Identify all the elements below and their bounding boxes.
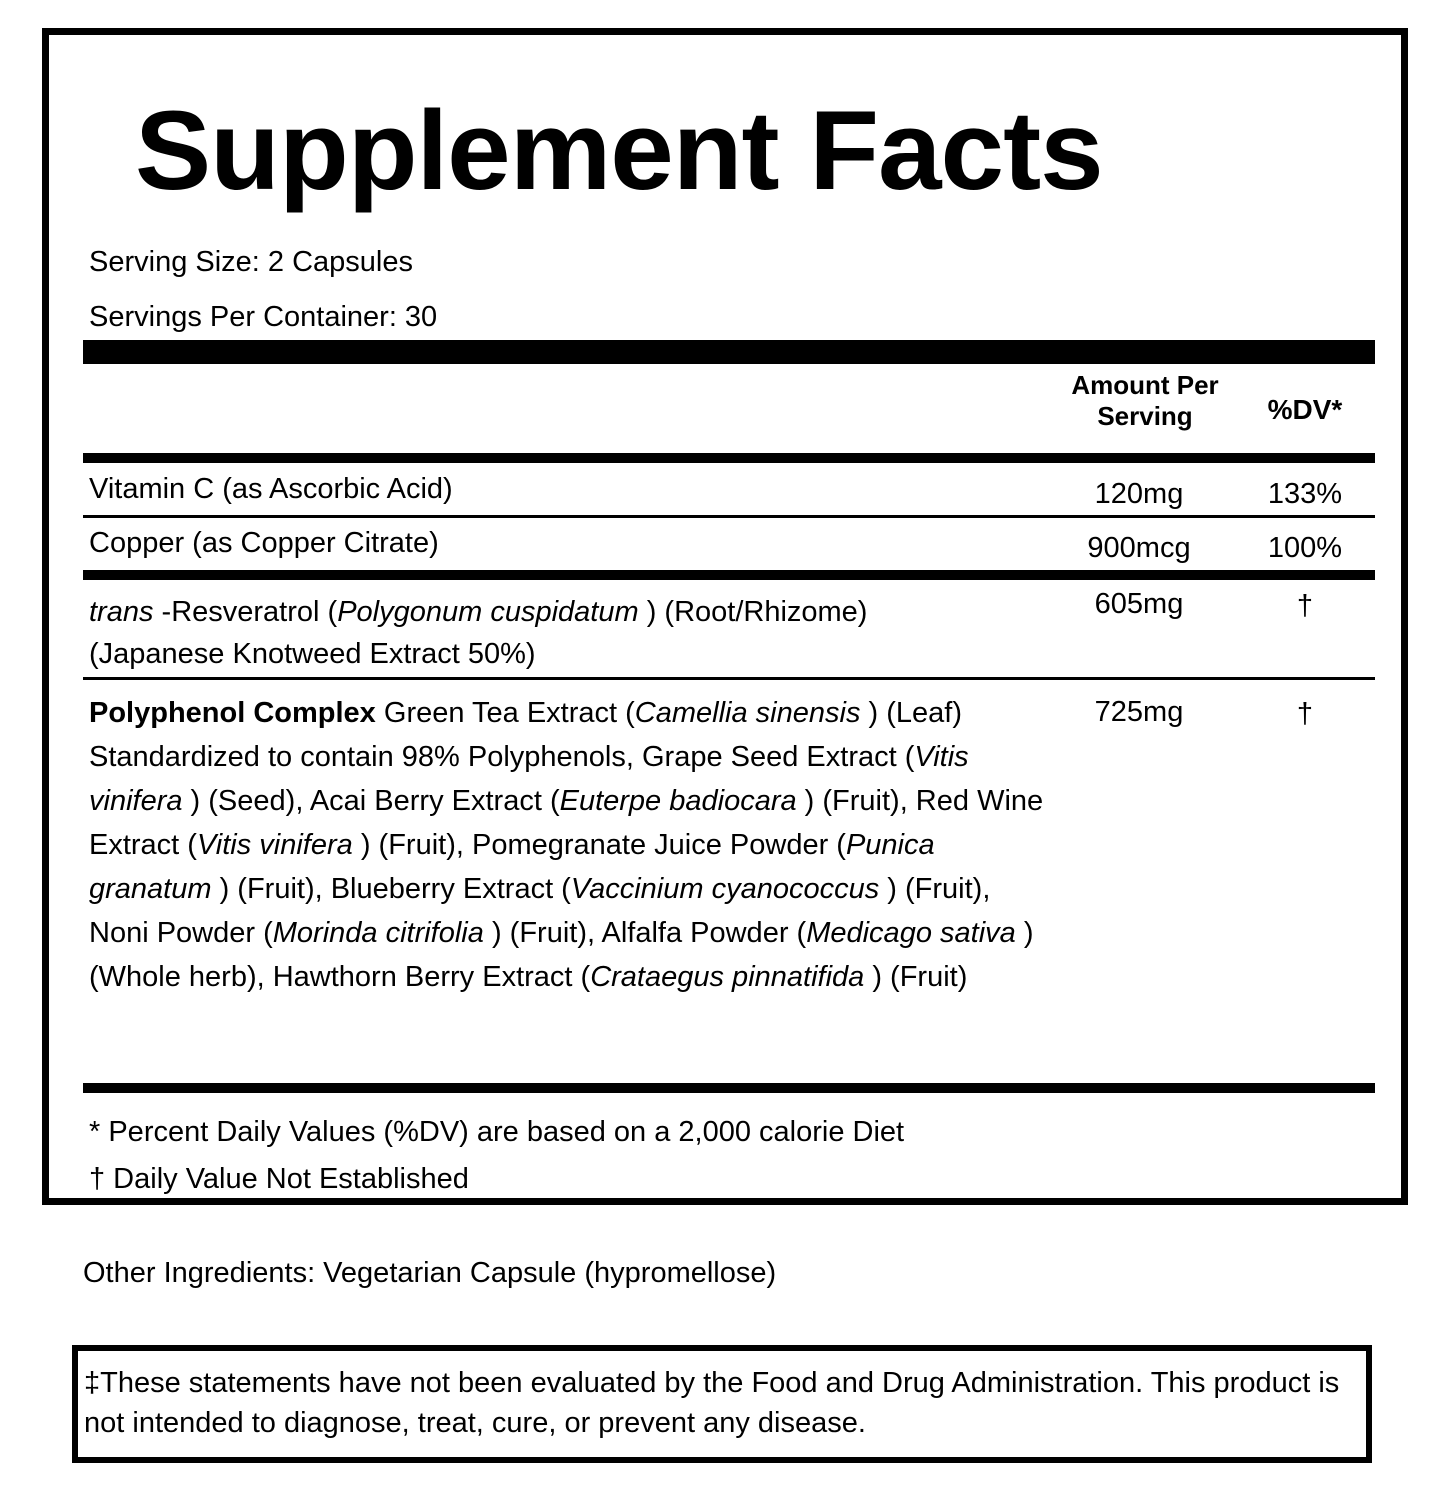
ingredient-text: ) (Seed), Acai Berry Extract ( xyxy=(182,785,560,817)
latin-name: Vaccinium cyanococcus xyxy=(570,873,880,905)
resveratrol-name-part1: -Resveratrol ( xyxy=(153,596,338,628)
serving-size: Serving Size: 2 Capsules xyxy=(89,246,413,278)
nutrient-dv-polyphenol: † xyxy=(1296,698,1314,730)
nutrient-amount-vitamin-c: 120mg xyxy=(1094,478,1184,510)
nutrient-dv-resveratrol: † xyxy=(1296,590,1314,622)
header-amount-line1: Amount Per xyxy=(1071,370,1219,400)
nutrient-dv-copper: 100% xyxy=(1267,532,1343,564)
other-ingredients: Other Ingredients: Vegetarian Capsule (hypromellose) xyxy=(83,1257,777,1289)
ingredient-text: ) (Fruit), Red Wine Extract ( xyxy=(89,785,1044,861)
resveratrol-prefix: trans xyxy=(89,596,154,628)
ingredient-text: ) (Leaf) Standardized to contain 98% Polyphenols, Grape Seed Extract ( xyxy=(89,697,962,773)
nutrient-name-polyphenol-complex xyxy=(89,691,1049,999)
polyphenol-complex-label: Polyphenol Complex xyxy=(89,697,376,729)
thick-divider-top xyxy=(83,340,1375,364)
nutrient-name-vitamin-c: Vitamin C (as Ascorbic Acid) xyxy=(89,473,453,505)
header-amount-per-serving xyxy=(1045,370,1245,432)
row-divider xyxy=(83,515,1375,518)
servings-per-container: Servings Per Container: 30 xyxy=(89,301,438,333)
nutrient-amount-polyphenol: 725mg xyxy=(1094,696,1184,728)
ingredient-text: ) (Whole herb), Hawthorn Berry Extract ( xyxy=(89,917,1034,993)
latin-name: Punica granatum xyxy=(89,829,935,905)
nutrient-dv-vitamin-c: 133% xyxy=(1267,478,1343,510)
ingredient-text: ) (Fruit), Noni Powder ( xyxy=(89,873,991,949)
nutrient-amount-copper: 900mcg xyxy=(1087,532,1191,564)
panel-title: Supplement Facts xyxy=(135,88,1103,213)
header-dv: %DV* xyxy=(1267,394,1343,425)
latin-name: Crataegus pinnatifida xyxy=(590,961,865,993)
ingredient-text: Green Tea Extract ( xyxy=(375,697,635,729)
latin-name: Morinda citrifolia xyxy=(272,917,484,949)
ingredient-text: ) (Fruit), Alfalfa Powder ( xyxy=(483,917,807,949)
polyphenol-ingredients-list xyxy=(89,697,1043,993)
fda-disclaimer-text: ‡These statements have not been evaluated by the Food and Drug Administration. This product is not intended to diagnose, treat, cure, or prevent any disease. xyxy=(84,1367,1340,1439)
footnote-percent-dv: * Percent Daily Values (%DV) are based on a 2,000 calorie Diet xyxy=(89,1116,905,1148)
resveratrol-name-part2: ) (Root/Rhizome) xyxy=(638,596,868,628)
latin-name: Vitis vinifera xyxy=(196,829,353,861)
footnote-dagger: † Daily Value Not Established xyxy=(89,1163,469,1195)
nutrient-name-resveratrol xyxy=(89,591,867,675)
nutrient-amount-resveratrol: 605mg xyxy=(1094,588,1184,620)
fda-disclaimer-box xyxy=(72,1345,1372,1463)
supplement-facts-panel xyxy=(42,28,1408,1205)
latin-name: Euterpe badiocara xyxy=(559,785,797,817)
ingredient-text: ) (Fruit), Pomegranate Juice Powder ( xyxy=(352,829,846,861)
latin-name: Medicago sativa xyxy=(806,917,1016,949)
latin-name: Camellia sinensis xyxy=(634,697,861,729)
thick-divider-mid xyxy=(83,570,1375,580)
thick-divider-bottom xyxy=(83,1083,1375,1093)
row-divider xyxy=(83,677,1375,680)
latin-name: Vitis vinifera xyxy=(89,741,969,817)
resveratrol-name-line2: (Japanese Knotweed Extract 50%) xyxy=(89,638,536,670)
ingredient-text: ) (Fruit) xyxy=(864,961,968,993)
resveratrol-latin-name: Polygonum cuspidatum xyxy=(337,596,639,628)
header-divider xyxy=(83,453,1375,463)
header-amount-line2: Serving xyxy=(1097,401,1193,432)
nutrient-name-copper: Copper (as Copper Citrate) xyxy=(89,527,439,559)
ingredient-text: ) (Fruit), Blueberry Extract ( xyxy=(211,873,571,905)
